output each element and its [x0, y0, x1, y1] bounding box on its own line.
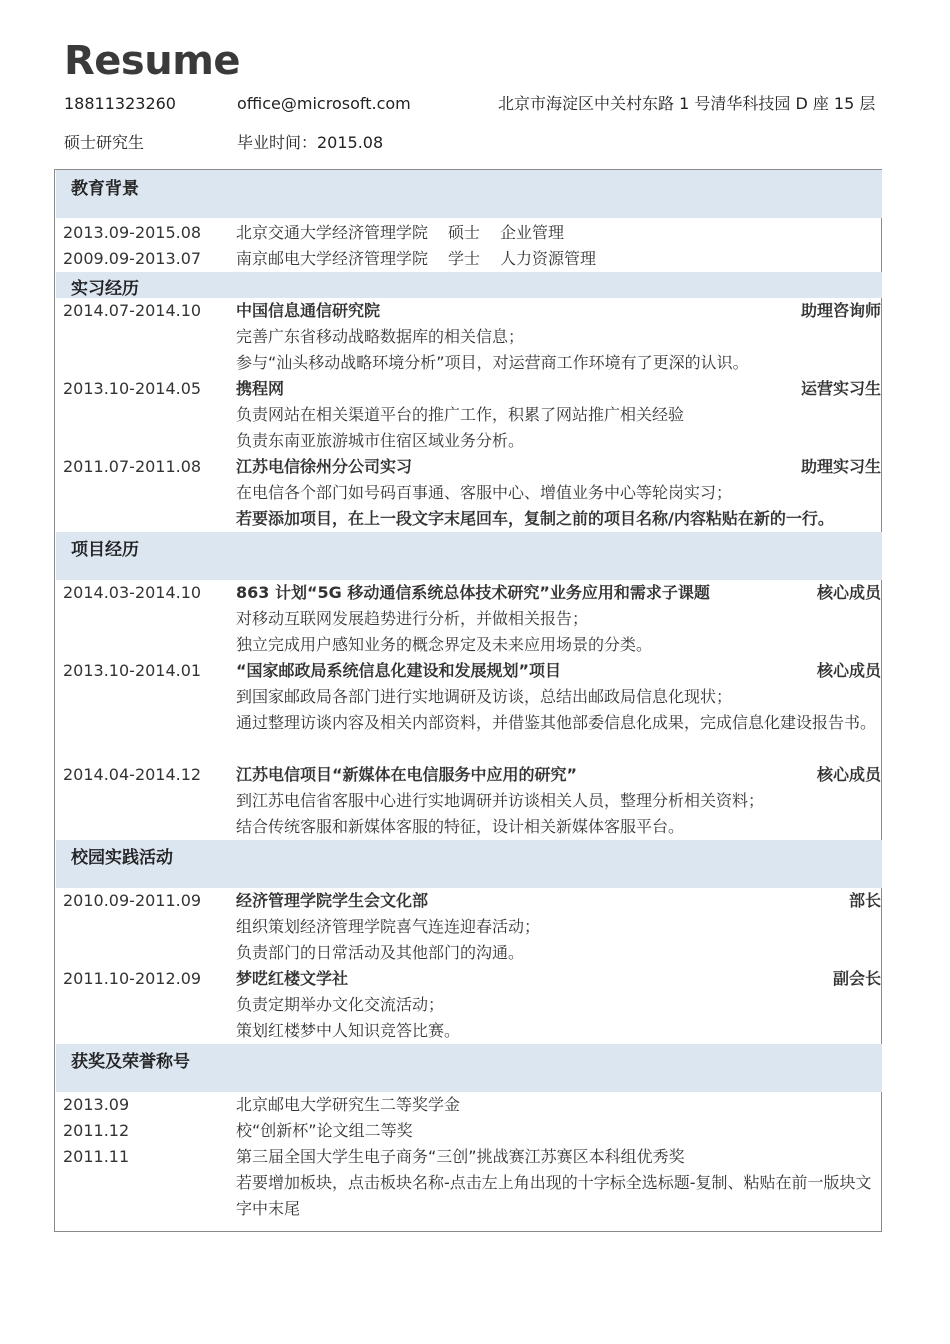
- internship-row: [63, 376, 881, 402]
- internship-org: 携程网: [236, 379, 285, 398]
- education-date: 2013.09-2015.08: [63, 223, 202, 242]
- section-header-internship: [56, 272, 882, 298]
- education-major: 企业管理: [500, 223, 565, 242]
- internship-row: [63, 298, 881, 324]
- section-title-campus: 校园实践活动: [71, 848, 173, 868]
- project-role: 核心成员: [816, 765, 881, 784]
- project-row: [63, 580, 881, 606]
- section-header-campus: [56, 840, 882, 888]
- project-date: 2014.03-2014.10: [63, 583, 202, 602]
- campus-date: 2011.10-2012.09: [63, 969, 202, 988]
- detail-line: 在电信各个部门如号码百事通、客服中心、增值业务中心等轮岗实习；: [236, 483, 733, 502]
- detail-line: 负责网站在相关渠道平台的推广工作，积累了网站推广相关经验: [236, 405, 685, 424]
- phone-number: 18811323260: [64, 94, 176, 113]
- internship-detail: [63, 350, 881, 376]
- education-degree: 硕士: [448, 223, 481, 242]
- internship-org: 中国信息通信研究院: [236, 301, 381, 320]
- campus-role: 部长: [848, 891, 881, 910]
- resume-body: [54, 169, 882, 1232]
- graduation-date: 毕业时间：2015.08: [237, 133, 384, 152]
- project-name: “国家邮政局系统信息化建设和发展规划”项目: [236, 661, 562, 680]
- project-row: [63, 658, 881, 684]
- detail-line: 策划红楼梦中人知识竞答比赛。: [236, 1021, 461, 1040]
- section-title-projects: 项目经历: [71, 540, 139, 560]
- campus-detail: [63, 1018, 881, 1044]
- detail-line: 参与“汕头移动战略环境分析”项目，对运营商工作环境有了更深的认识。: [236, 353, 749, 372]
- section-title-awards: 获奖及荣誉称号: [71, 1052, 190, 1072]
- project-date: 2014.04-2014.12: [63, 765, 202, 784]
- project-name: 863 计划“5G 移动通信系统总体技术研究”业务应用和需求子课题: [236, 583, 710, 602]
- internship-detail: [63, 480, 881, 506]
- award-name: 校“创新杯”论文组二等奖: [236, 1121, 413, 1140]
- campus-date: 2010.09-2011.09: [63, 891, 202, 910]
- project-row: [63, 762, 881, 788]
- education-school: 北京交通大学经济管理学院: [236, 223, 429, 242]
- project-detail: [63, 788, 881, 814]
- campus-detail: [63, 940, 881, 966]
- detail-line: 结合传统客服和新媒体客服的特征，设计相关新媒体客服平台。: [236, 817, 685, 836]
- internship-role: 助理咨询师: [800, 301, 881, 320]
- project-role: 核心成员: [816, 583, 881, 602]
- detail-line: 负责定期举办文化交流活动；: [236, 995, 445, 1014]
- resume-title: Resume: [64, 38, 241, 84]
- education-row: [63, 220, 881, 246]
- campus-row: [63, 966, 881, 992]
- project-detail-wrapped: 通过整理访谈内容及相关内部资料，并借鉴其他部委信息化成果，完成信息化建设报告书。: [236, 713, 877, 732]
- detail-line: 到国家邮政局各部门进行实地调研及访谈，总结出邮政局信息化现状；: [236, 687, 733, 706]
- campus-detail: [63, 992, 881, 1018]
- award-name: 第三届全国大学生电子商务“三创”挑战赛江苏赛区本科组优秀奖: [236, 1147, 685, 1166]
- home-address: 北京市海淀区中关村东路 1 号清华科技园 D 座 15 层: [498, 94, 876, 113]
- internship-date: 2014.07-2014.10: [63, 301, 202, 320]
- education-school: 南京邮电大学经济管理学院: [236, 249, 429, 268]
- award-name: 北京邮电大学研究生二等奖学金: [236, 1095, 461, 1114]
- award-row: [63, 1092, 881, 1118]
- education-major: 人力资源管理: [500, 249, 597, 268]
- project-detail: [63, 606, 881, 632]
- project-detail: [63, 684, 881, 710]
- project-role: 核心成员: [816, 661, 881, 680]
- internship-detail: [63, 402, 881, 428]
- education-degree: 学士: [448, 249, 481, 268]
- detail-line: 组织策划经济管理学院喜气连连迎春活动；: [236, 917, 541, 936]
- detail-line: 负责部门的日常活动及其他部门的沟通。: [236, 943, 525, 962]
- internship-role: 助理实习生: [800, 457, 881, 476]
- detail-line: 到江苏电信省客服中心进行实地调研并访谈相关人员，整理分析相关资料；: [236, 791, 765, 810]
- internship-row: [63, 454, 881, 480]
- internship-role: 运营实习生: [800, 379, 881, 398]
- email-address[interactable]: office@microsoft.com: [237, 94, 411, 113]
- award-date: 2011.12: [63, 1121, 130, 1140]
- project-detail: [63, 632, 881, 658]
- campus-row: [63, 888, 881, 914]
- internship-date: 2011.07-2011.08: [63, 457, 202, 476]
- internship-org: 江苏电信徐州分公司实习: [236, 457, 413, 476]
- section-header-education: [56, 170, 882, 218]
- tip-text: 若要添加项目，在上一段文字末尾回车，复制之前的项目名称/内容粘贴在新的一行。: [236, 509, 834, 528]
- award-row: [63, 1144, 881, 1170]
- project-detail: [63, 814, 881, 840]
- section-title-education: 教育背景: [71, 179, 139, 199]
- award-date: 2011.11: [63, 1147, 130, 1166]
- project-name: 江苏电信项目“新媒体在电信服务中应用的研究”: [236, 765, 578, 784]
- award-date: 2013.09: [63, 1095, 130, 1114]
- campus-org: 经济管理学院学生会文化部: [236, 891, 429, 910]
- internship-tip: [63, 506, 881, 532]
- section-title-internship: 实习经历: [71, 279, 139, 299]
- campus-detail: [63, 914, 881, 940]
- section-header-projects: [56, 532, 882, 580]
- detail-line: 独立完成用户感知业务的概念界定及未来应用场景的分类。: [236, 635, 653, 654]
- detail-line: 负责东南亚旅游城市住宿区域业务分析。: [236, 431, 525, 450]
- award-row: [63, 1118, 881, 1144]
- internship-detail: [63, 428, 881, 454]
- internship-date: 2013.10-2014.05: [63, 379, 202, 398]
- campus-org: 梦呓红楼文学社: [236, 969, 349, 988]
- degree-level: 硕士研究生: [64, 133, 145, 152]
- internship-detail: [63, 324, 881, 350]
- education-date: 2009.09-2013.07: [63, 249, 202, 268]
- campus-role: 副会长: [832, 969, 881, 988]
- detail-line: 对移动互联网发展趋势进行分析，并做相关报告；: [236, 609, 589, 628]
- detail-line: 完善广东省移动战略数据库的相关信息；: [236, 327, 525, 346]
- education-info: [236, 220, 564, 246]
- project-date: 2013.10-2014.01: [63, 661, 202, 680]
- education-info: [236, 246, 596, 272]
- awards-tip: 若要增加板块，点击板块名称-点击左上角出现的十字标全选标题-复制、粘贴在前一版块文字中末尾: [236, 1173, 872, 1218]
- education-row: [63, 246, 881, 272]
